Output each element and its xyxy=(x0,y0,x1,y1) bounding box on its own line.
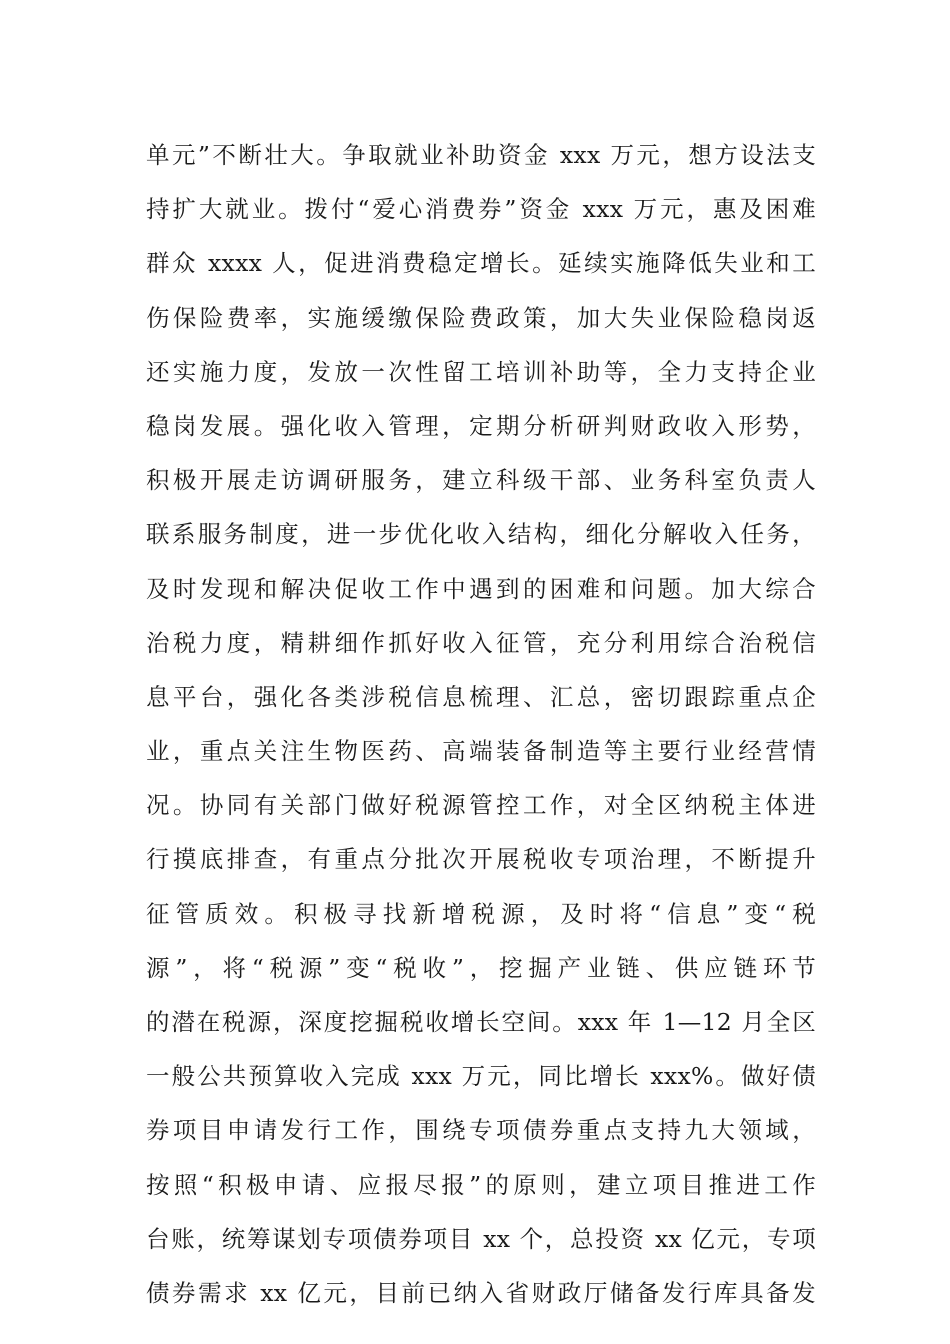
text-line: 征管质效。积极寻找新增税源，及时将“信息”变“税 xyxy=(146,899,816,928)
text-line: 的潜在税源，深度挖掘税收增长空间。xxx 年 1—12 月全区 xyxy=(146,1008,816,1036)
text-line: 及时发现和解决促收工作中遇到的困难和问题。加大综合 xyxy=(146,574,816,603)
text-line: 况。协同有关部门做好税源管控工作，对全区纳税主体进 xyxy=(146,791,816,820)
text-line: 联系服务制度，进一步优化收入结构，细化分解收入任务， xyxy=(146,520,816,549)
text-line: 债券需求 xx 亿元，目前已纳入省财政厅储备发行库具备发 xyxy=(146,1278,816,1307)
text-line: 还实施力度，发放一次性留工培训补助等，全力支持企业 xyxy=(146,357,816,386)
text-line: 伤保险费率，实施缓缴保险费政策，加大失业保险稳岗返 xyxy=(146,303,816,332)
text-line: 息平台，强化各类涉税信息梳理、汇总，密切跟踪重点企 xyxy=(146,682,816,711)
text-line: 群众 xxxx 人，促进消费稳定增长。延续实施降低失业和工 xyxy=(146,249,816,278)
text-line: 单元”不断壮大。争取就业补助资金 xxx 万元，想方设法支 xyxy=(146,141,816,169)
text-line: 行摸底排查，有重点分批次开展税收专项治理，不断提升 xyxy=(146,845,816,874)
text-line: 按照“积极申请、应报尽报”的原则，建立项目推进工作 xyxy=(146,1170,816,1199)
text-line: 积极开展走访调研服务，建立科级干部、业务科室负责人 xyxy=(146,466,816,495)
body-paragraph xyxy=(146,128,816,1320)
text-line: 源”，将“税源”变“税收”，挖掘产业链、供应链环节 xyxy=(146,953,816,982)
text-line: 一般公共预算收入完成 xxx 万元，同比增长 xxx%。做好债 xyxy=(146,1062,816,1091)
text-line: 业，重点关注生物医药、高端装备制造等主要行业经营情 xyxy=(146,737,816,766)
text-line: 券项目申请发行工作，围绕专项债券重点支持九大领域， xyxy=(146,1116,816,1145)
text-line: 稳岗发展。强化收入管理，定期分析研判财政收入形势， xyxy=(146,411,816,440)
text-line: 治税力度，精耕细作抓好收入征管，充分利用综合治税信 xyxy=(146,628,816,657)
text-line: 持扩大就业。拨付“爱心消费券”资金 xxx 万元，惠及困难 xyxy=(146,195,816,224)
text-line: 台账，统筹谋划专项债券项目 xx 个，总投资 xx 亿元，专项 xyxy=(146,1224,816,1253)
